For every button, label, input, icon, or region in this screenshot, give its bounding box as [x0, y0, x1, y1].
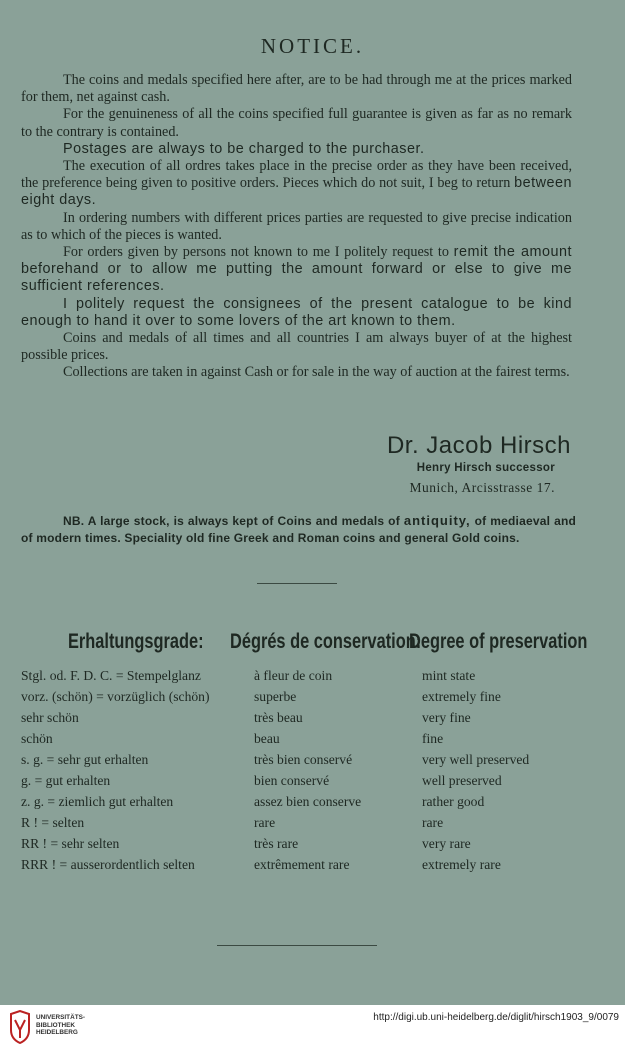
grade-german: s. g. = sehr gut erhalten [21, 752, 149, 767]
paragraph-guarantee: For the genuineness of all the coins specified full guarantee is given as far as no remark to the contrary is contained. [21, 106, 572, 140]
nb-text-1: NB. A large stock, is always kept of Coins and medals of [63, 514, 404, 528]
grade-german: schön [21, 731, 53, 746]
paragraph-unknown-orders [21, 244, 572, 296]
grade-french: beau [254, 731, 280, 746]
grade-row [21, 857, 581, 878]
grade-english: extremely rare [422, 857, 501, 872]
paragraph-ordering: In ordering numbers with different prices parties are requested to give precise indication as to which of the pieces is wanted. [21, 209, 572, 243]
paragraph-consignees: I politely request the consignees of the present catalogue to be kind enough to hand it over to some lovers of the art known to them. [21, 295, 572, 329]
grade-german: R ! = selten [21, 815, 85, 830]
divider-top [257, 583, 337, 584]
paragraph-execution [21, 158, 572, 210]
grades-table [21, 668, 581, 878]
grades-heading [0, 630, 625, 660]
grade-english: very fine [422, 710, 471, 725]
grade-english: mint state [422, 668, 476, 683]
grade-french: à fleur de coin [254, 668, 333, 683]
grade-english: fine [422, 731, 444, 746]
paragraph-postages: Postages are always to be charged to the purchaser. [63, 140, 425, 157]
grade-row [21, 773, 581, 794]
grade-french: extrêmement rare [254, 857, 350, 872]
grade-french: rare [254, 815, 276, 830]
paragraph-collections: Collections are taken in against Cash or for sale in the way of auction at the fairest terms. [63, 364, 570, 381]
grade-row [21, 710, 581, 731]
grade-german: z. g. = ziemlich gut erhalten [21, 794, 174, 809]
grade-row [21, 668, 581, 689]
grade-row [21, 794, 581, 815]
grade-french: très rare [254, 836, 299, 851]
notice-body [21, 72, 572, 382]
grade-english: rare [422, 815, 444, 830]
nb-antiquity: antiquity, [403, 513, 471, 528]
notice-title: NOTICE. [260, 34, 365, 58]
divider-bottom [217, 945, 377, 946]
grade-row [21, 752, 581, 773]
signature-name: Dr. Jacob Hirsch [386, 432, 571, 459]
source-url[interactable]: http://digi.ub.uni-heidelberg.de/diglit/hirsch1903_9/0079 [373, 1012, 619, 1023]
grade-german: RR ! = sehr selten [21, 836, 120, 851]
grade-row [21, 731, 581, 752]
paragraph-buyer: Coins and medals of all times and all countries I am always buyer of at the highest possible prices. [21, 330, 572, 364]
grade-french: très bien conservé [254, 752, 353, 767]
library-logo-icon [8, 1010, 32, 1044]
heading-english: Degree of preservation [409, 630, 588, 653]
library-line-1: UNIVERSITÄTS- [36, 1014, 85, 1021]
library-name [36, 1014, 85, 1037]
grade-row [21, 689, 581, 710]
paragraph-prices: The coins and medals specified here after, are to be had through me at the prices marked for them, net against cash. [21, 72, 572, 106]
grade-english: very well preserved [422, 752, 530, 767]
grade-english: very rare [422, 836, 471, 851]
execution-emphasis: between eight days. [21, 175, 572, 209]
signature-address: Munich, Arcisstrasse 17. [409, 480, 555, 495]
grade-english: well preserved [422, 773, 502, 788]
grade-german: Stgl. od. F. D. C. = Stempelglanz [21, 668, 201, 683]
grade-german: vorz. (schön) = vorzüglich (schön) [21, 689, 210, 704]
execution-text: The execution of all ordres takes place in the precise order as they have been received, the preference being given to positive orders. Pieces which do not suit, I beg to return [21, 158, 572, 192]
library-line-2: BIBLIOTHEK [36, 1021, 76, 1029]
grade-german: sehr schön [21, 710, 79, 725]
heading-german: Erhaltungsgrade: [68, 630, 204, 653]
heading-french: Dégrés de conservation: [230, 630, 422, 653]
unknown-orders-text: For orders given by persons not known to me I politely request to [63, 244, 454, 261]
grade-french: superbe [254, 689, 297, 704]
grade-english: extremely fine [422, 689, 501, 704]
grade-row [21, 815, 581, 836]
grade-german: g. = gut erhalten [21, 773, 111, 788]
nb-text-2: of mediaeval and of modern times. Speciality old fine Greek and Roman coins and general Gold coins. [21, 514, 576, 545]
library-line-3: HEIDELBERG [36, 1029, 78, 1037]
grade-french: assez bien conserve [254, 794, 362, 809]
grade-row [21, 836, 581, 857]
grade-french: très beau [254, 710, 303, 725]
nb-note [21, 512, 576, 547]
unknown-orders-emphasis: remit the amount beforehand or to allow me putting the amount forward or else to give me sufficient references. [21, 244, 572, 295]
grade-french: bien conservé [254, 773, 330, 788]
signature-successor: Henry Hirsch successor [416, 462, 555, 474]
grade-english: rather good [422, 794, 485, 809]
grade-german: RRR ! = ausserordentlich selten [21, 857, 195, 872]
